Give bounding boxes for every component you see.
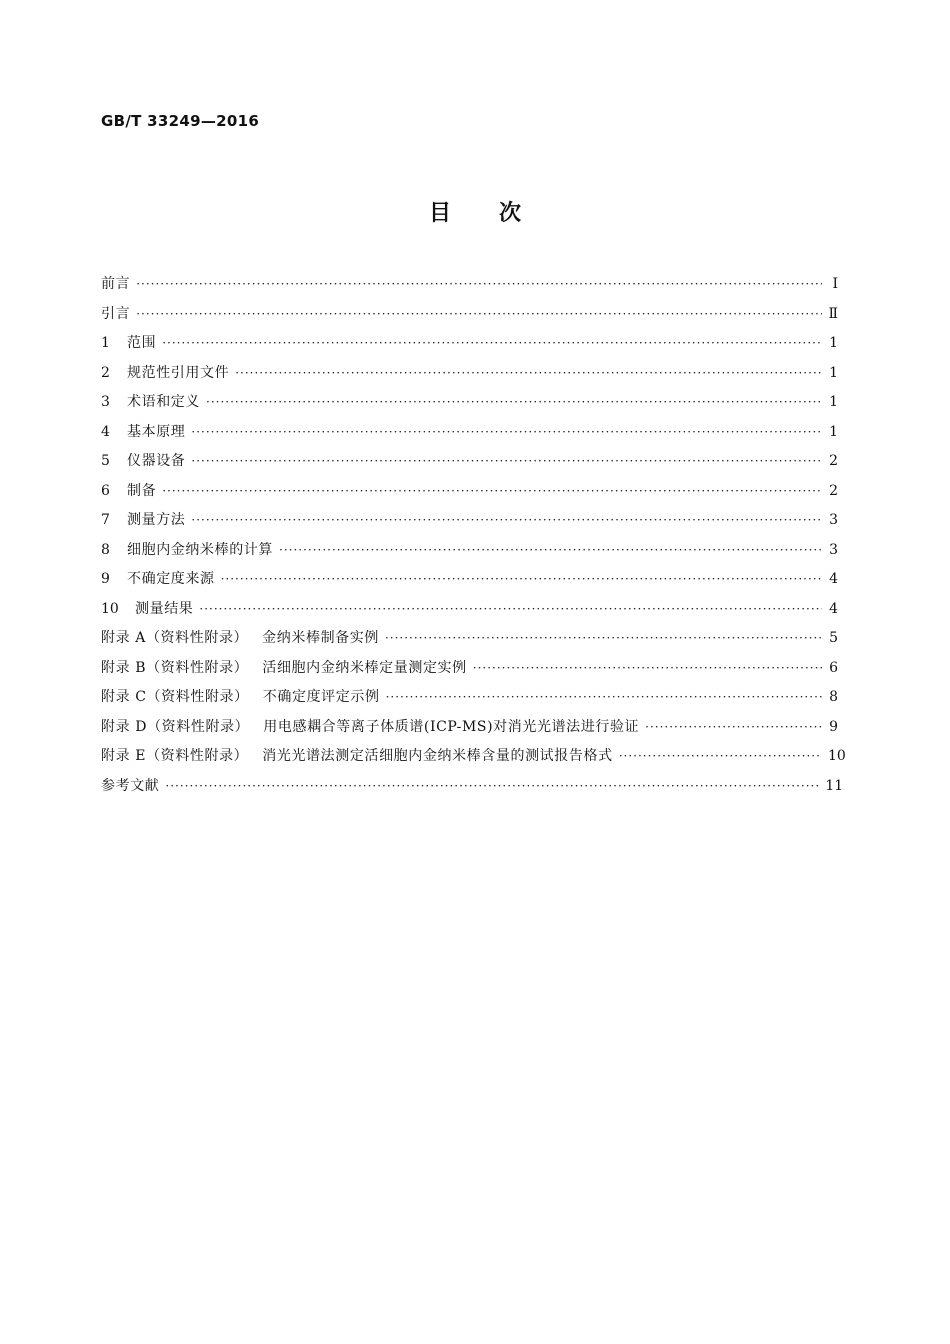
toc-entry-section-9[interactable] [101,565,838,595]
toc-leader-dots [136,270,822,300]
toc-entry-page: 6 [829,659,838,676]
toc-entry-page: 1 [829,394,838,410]
toc-entry-section-3[interactable] [101,388,838,418]
toc-entry-number: 2 [101,364,110,381]
toc-entry-appendix-e[interactable] [101,742,846,772]
toc-entry-label: 测量方法 [127,512,186,528]
toc-leader-dots [162,329,822,359]
toc-leader-dots [136,300,822,330]
toc-entry-label: 范围 [127,335,157,351]
toc-entry-page: 1 [829,423,838,440]
toc-entry-label: 细胞内金纳米棒的计算 [127,541,273,558]
toc-appendix-label: 附录 E（资料性附录） [101,748,249,764]
toc-entry-label: 基本原理 [127,423,186,440]
toc-entry-number: 4 [101,423,110,440]
toc-entry-page: 8 [829,689,838,705]
toc-leader-dots [191,418,822,448]
toc-entry-page: 2 [829,453,838,469]
toc-entry-section-7[interactable] [101,506,838,536]
toc-leader-dots [386,683,822,713]
toc-entry-section-2[interactable] [101,359,838,389]
toc-entry-page: 4 [829,600,838,617]
toc-entry-label: 不确定度评定示例 [262,689,380,705]
toc-entry-appendix-d[interactable] [101,713,838,743]
toc-leader-dots [645,713,822,743]
toc-entry-page: Ⅰ [832,276,838,292]
toc-entry-number: 8 [101,541,110,558]
toc-entry-appendix-c[interactable] [101,683,838,713]
toc-entry-label: 消光光谱法测定活细胞内金纳米棒含量的测试报告格式 [262,748,613,764]
toc-entry-appendix-a[interactable] [101,624,838,654]
toc-entry-label: 制备 [127,482,157,499]
toc-entry-page: 3 [829,541,838,558]
toc-entry-page: 9 [829,718,838,735]
toc-leader-dots [473,654,822,684]
toc-entry-references[interactable] [101,772,844,802]
toc-leader-dots [235,359,822,389]
standard-code: GB/T 33249—2016 [101,112,260,130]
toc-entry-label: 用电感耦合等离子体质谱(ICP-MS)对消光光谱法进行验证 [263,718,640,735]
toc-entry-label: 引言 [101,305,131,322]
toc-entry-foreword[interactable] [101,270,838,300]
toc-entry-label: 测量结果 [135,600,194,617]
toc-appendix-label: 附录 D（资料性附录） [101,718,250,735]
toc-entry-label: 活细胞内金纳米棒定量测定实例 [262,659,467,676]
toc-entry-section-4[interactable] [101,418,838,448]
toc-entry-label: 仪器设备 [127,453,186,469]
toc-entry-page: 5 [829,630,838,646]
toc-leader-dots [619,742,822,772]
toc-entry-introduction[interactable] [101,300,838,330]
toc-leader-dots [279,536,822,566]
toc-entry-page: 3 [829,512,838,528]
toc-entry-number: 7 [101,512,110,528]
toc-leader-dots [385,624,822,654]
toc-entry-section-6[interactable] [101,477,838,507]
toc-appendix-label: 附录 A（资料性附录） [101,630,249,646]
toc-entry-number: 1 [101,335,110,351]
toc-leader-dots [221,565,822,595]
toc-appendix-label: 附录 B（资料性附录） [101,659,249,676]
toc-entry-page: 1 [829,364,838,381]
toc-entry-page: 2 [829,482,838,499]
toc-leader-dots [199,595,822,625]
toc-leader-dots [206,388,822,418]
toc-entry-section-8[interactable] [101,536,838,566]
toc-entry-number: 9 [101,571,110,587]
toc-leader-dots [191,447,822,477]
toc-entry-label: 术语和定义 [127,394,200,410]
toc-entry-section-1[interactable] [101,329,838,359]
toc-appendix-label: 附录 C（资料性附录） [101,689,249,705]
toc-entry-number: 5 [101,453,110,469]
toc-entry-appendix-b[interactable] [101,654,838,684]
toc-entry-number: 10 [101,600,119,617]
table-of-contents [101,270,846,801]
toc-title: 目次 [428,201,569,226]
toc-leader-dots [162,477,822,507]
toc-entry-page: Ⅱ [828,305,838,322]
toc-entry-label: 前言 [101,276,131,292]
toc-entry-section-5[interactable] [101,447,838,477]
toc-entry-page: 4 [829,571,838,587]
toc-entry-number: 3 [101,394,110,410]
toc-entry-label: 金纳米棒制备实例 [262,630,379,646]
toc-leader-dots [165,772,819,802]
toc-entry-label: 参考文献 [101,777,160,794]
toc-entry-section-10[interactable] [101,595,838,625]
toc-entry-page: 1 [829,335,838,351]
toc-entry-page: 10 [828,748,846,764]
toc-entry-label: 规范性引用文件 [127,364,230,381]
toc-entry-label: 不确定度来源 [127,571,215,587]
toc-leader-dots [191,506,822,536]
toc-entry-number: 6 [101,482,110,499]
toc-entry-page: 11 [825,777,844,794]
